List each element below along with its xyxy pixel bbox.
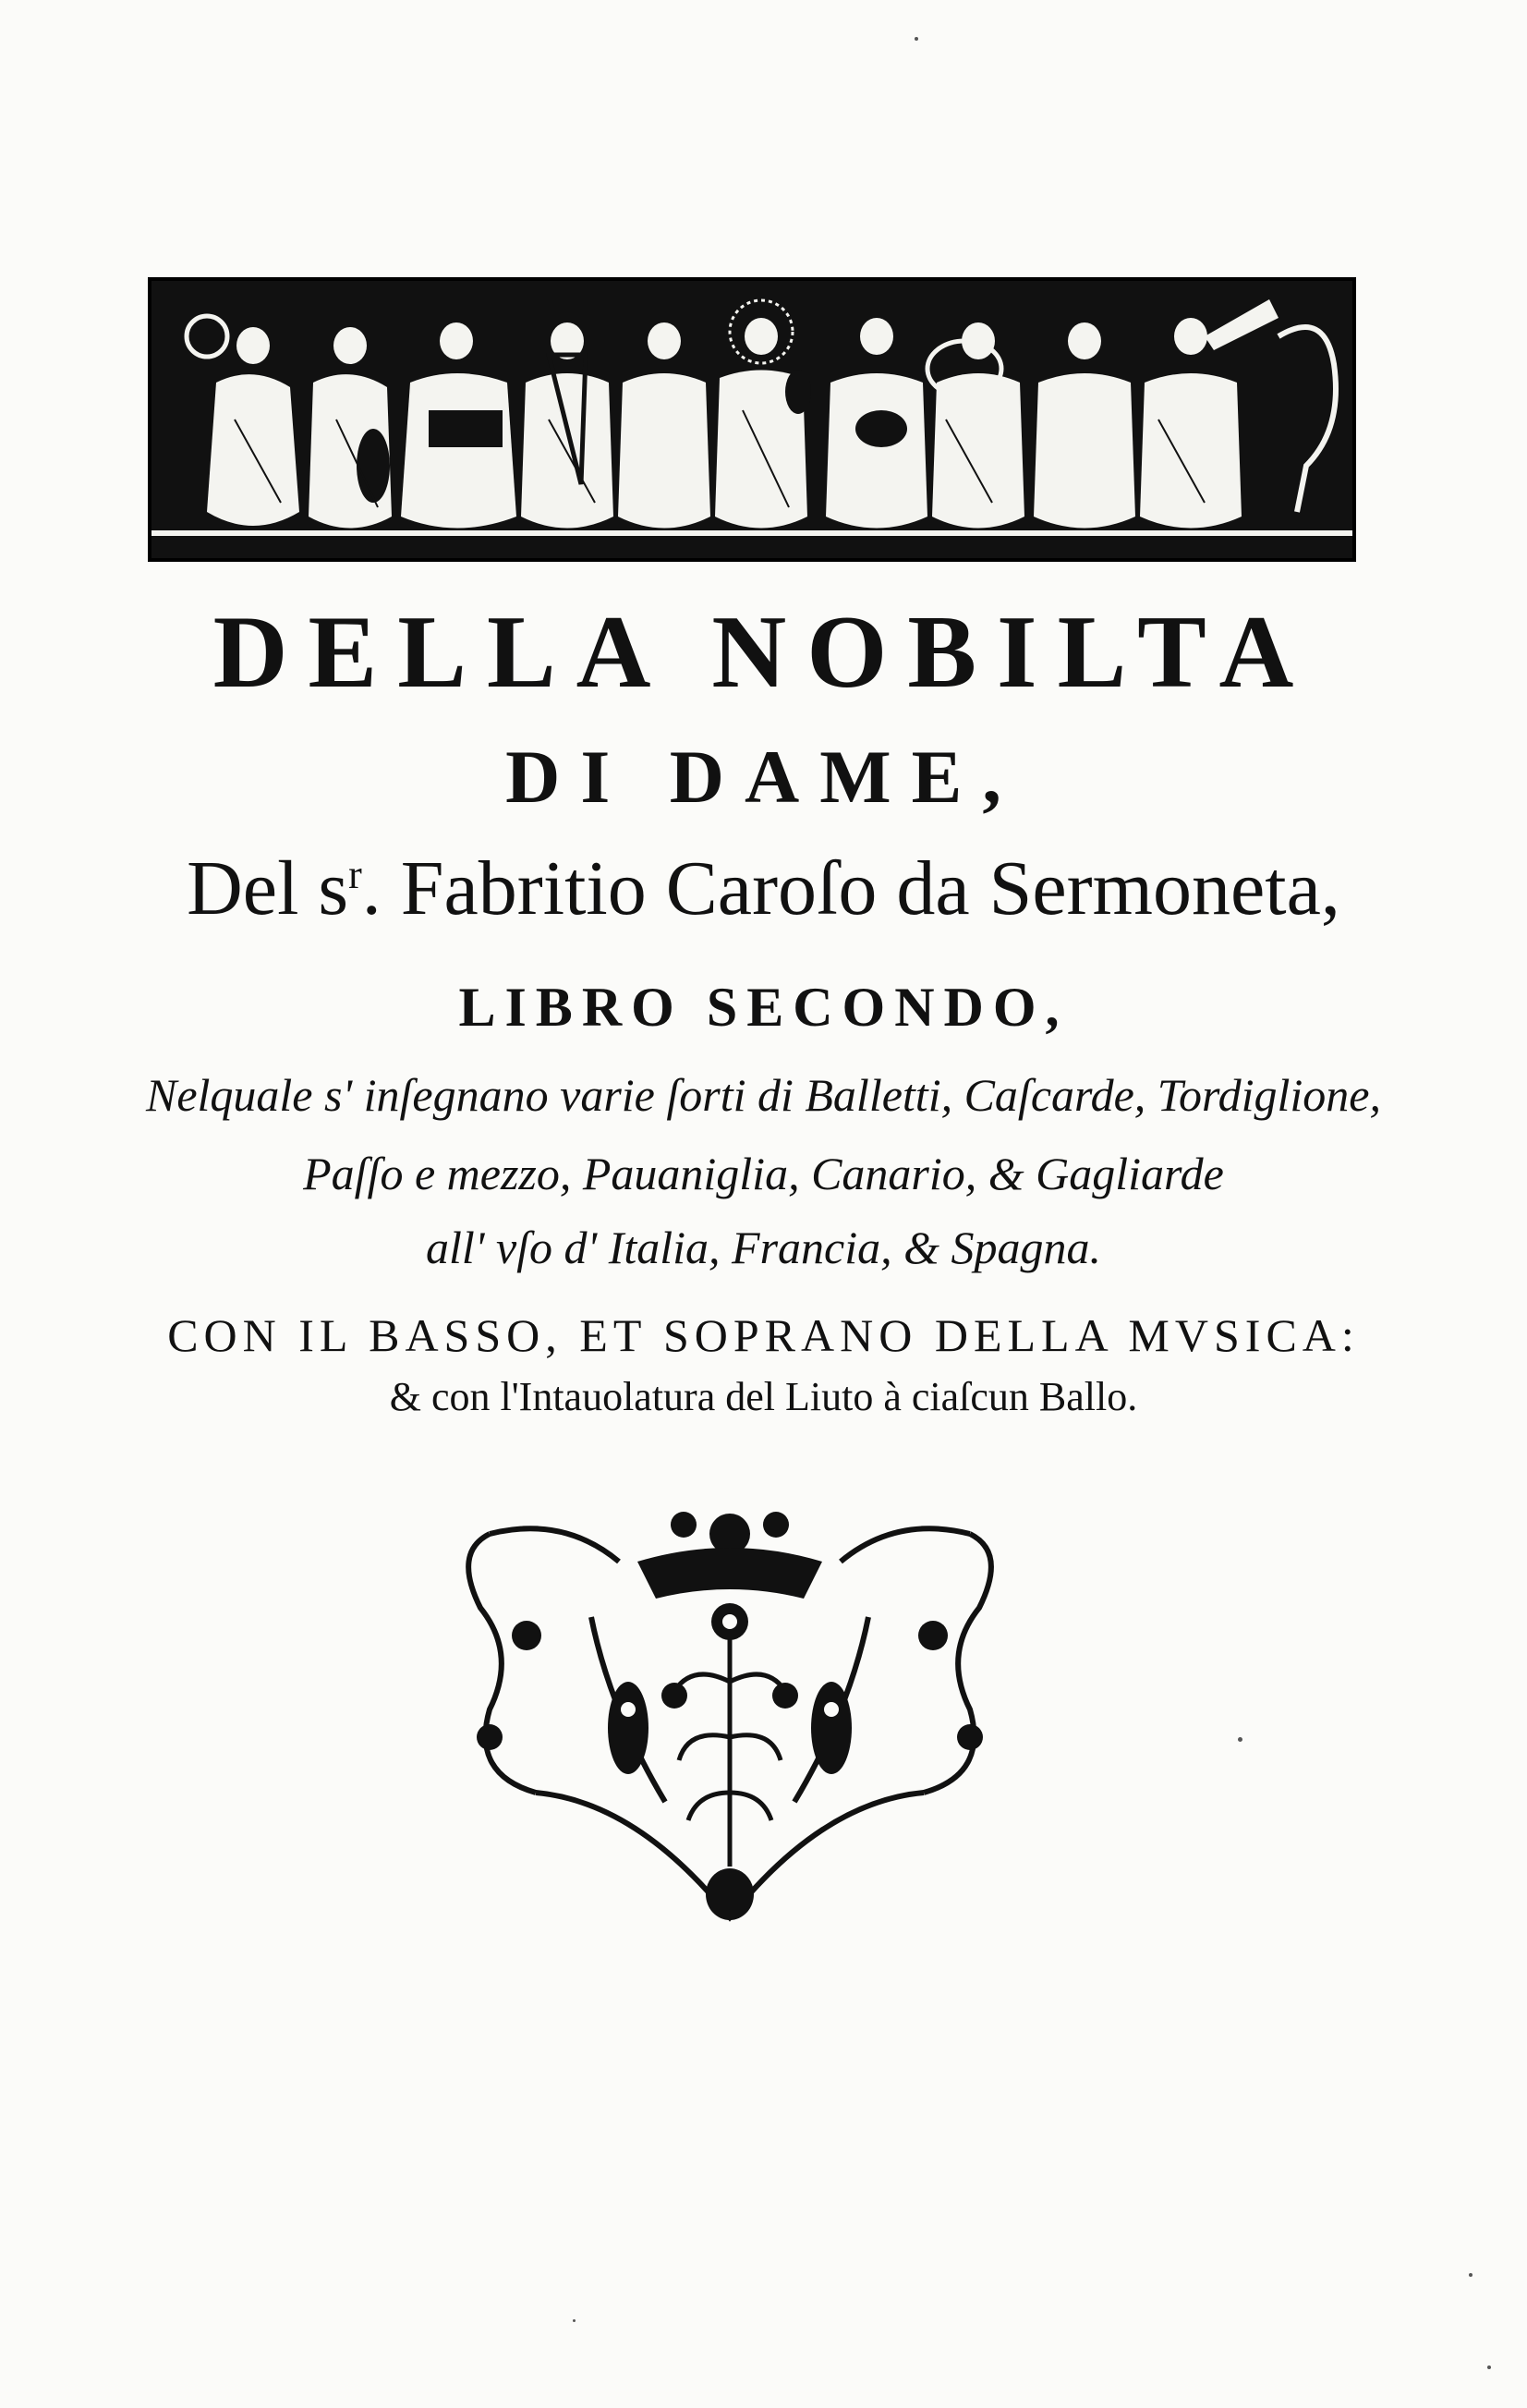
- music-line: CON IL BASSO, ET SOPRANO DELLA MVSICA:: [167, 1309, 1360, 1361]
- lute-line: & con l'Intauolatura del Liuto à ciaſcun Ballo.: [389, 1374, 1138, 1419]
- subtitle-line-2: Paſſo e mezzo, Pauaniglia, Canario, & Gagliarde: [303, 1148, 1224, 1199]
- paper-speck: [1238, 1737, 1242, 1742]
- title-line-2: DI DAME,: [505, 735, 1022, 819]
- book-heading: LIBRO SECONDO,: [458, 977, 1069, 1038]
- author-name: . Fabritio Caroſo da Sermoneta,: [361, 845, 1340, 931]
- printers-device-ornament: [453, 1497, 1007, 1931]
- woodcut-musicians-frieze: [148, 277, 1356, 562]
- paper-speck: [573, 2319, 576, 2322]
- author-prefix: Del s: [187, 845, 349, 931]
- paper-speck: [1487, 2365, 1491, 2369]
- paper-speck: [1469, 2273, 1472, 2277]
- paper-speck: [915, 37, 918, 41]
- subtitle-line-1: Nelquale s' inſegnano varie ſorti di Balletti, Caſcarde, Tordiglione,: [145, 1069, 1381, 1121]
- author-sup: r: [348, 852, 362, 897]
- title-line-1: DELLA NOBILTA: [212, 595, 1315, 710]
- author-line: [0, 845, 1527, 931]
- subtitle-line-3: all' vſo d' Italia, Francia, & Spagna.: [425, 1222, 1102, 1273]
